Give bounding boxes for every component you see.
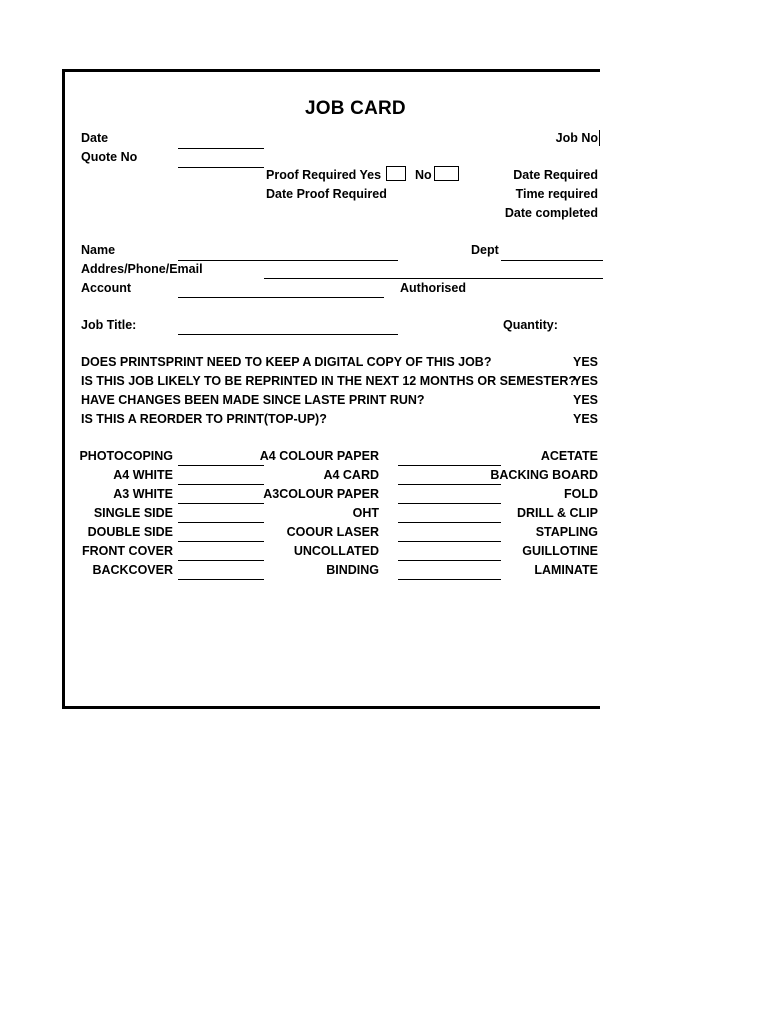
option-label: BINDING (326, 563, 379, 577)
option-label: PHOTOCOPING (79, 449, 173, 463)
option-quantity-field[interactable] (398, 579, 501, 580)
option-label: ACETATE (540, 449, 598, 463)
option-quantity-field[interactable] (178, 465, 264, 466)
name-label: Name (81, 243, 116, 257)
option-label: FOLD (563, 487, 598, 501)
option-quantity-field[interactable] (398, 503, 501, 504)
dept-field[interactable] (501, 260, 603, 261)
option-label: FRONT COVER (82, 544, 173, 558)
page-title: JOB CARD (305, 98, 406, 119)
question-text: IS THIS A REORDER TO PRINT(TOP-UP)? (81, 412, 327, 426)
option-quantity-field[interactable] (178, 484, 264, 485)
job-title-field[interactable] (178, 334, 398, 335)
option-quantity-field[interactable] (178, 503, 264, 504)
option-label: OHT (352, 506, 379, 520)
option-label: A4 WHITE (113, 468, 173, 482)
job-no-label: Job No (555, 131, 598, 145)
question-text: HAVE CHANGES BEEN MADE SINCE LASTE PRINT RUN? (81, 393, 425, 407)
option-label: STAPLING (535, 525, 598, 539)
option-quantity-field[interactable] (178, 560, 264, 561)
time-required-label: Time required (515, 187, 598, 201)
date-proof-required-label: Date Proof Required (266, 187, 387, 201)
address-label: Addres/Phone/Email (81, 262, 203, 276)
name-field[interactable] (178, 260, 398, 261)
job-title-label: Job Title: (81, 318, 137, 332)
quote-no-field[interactable] (178, 167, 264, 168)
option-label: LAMINATE (534, 563, 598, 577)
question-answer: YES (572, 355, 598, 369)
option-label: A3COLOUR PAPER (263, 487, 379, 501)
date-completed-label: Date completed (504, 206, 598, 220)
option-label: DOUBLE SIDE (87, 525, 173, 539)
option-quantity-field[interactable] (178, 541, 264, 542)
option-label: SINGLE SIDE (93, 506, 173, 520)
date-field[interactable] (178, 148, 264, 149)
option-label: COOUR LASER (286, 525, 379, 539)
option-label: DRILL & CLIP (516, 506, 598, 520)
account-field[interactable] (178, 297, 384, 298)
question-answer: YES (572, 393, 598, 407)
option-label: BACKCOVER (92, 563, 173, 577)
option-label: A4 CARD (323, 468, 379, 482)
proof-required-label: Proof Required Yes (266, 168, 382, 182)
question-text: IS THIS JOB LIKELY TO BE REPRINTED IN THE NEXT 12 MONTHS OR SEMESTER? (81, 374, 576, 388)
option-label: A3 WHITE (113, 487, 173, 501)
quote-no-label: Quote No (81, 150, 138, 164)
option-label: GUILLOTINE (522, 544, 598, 558)
proof-no-label: No (415, 168, 432, 182)
dept-label: Dept (471, 243, 499, 257)
option-quantity-field[interactable] (398, 541, 501, 542)
proof-no-checkbox[interactable] (434, 166, 459, 181)
date-required-label: Date Required (513, 168, 598, 182)
option-quantity-field[interactable] (178, 522, 264, 523)
option-label: A4 COLOUR PAPER (259, 449, 379, 463)
question-answer: YES (572, 374, 598, 388)
option-label: UNCOLLATED (293, 544, 379, 558)
option-quantity-field[interactable] (178, 579, 264, 580)
date-label: Date (81, 131, 109, 145)
question-answer: YES (572, 412, 598, 426)
account-label: Account (81, 281, 131, 295)
job-no-cursor (599, 130, 600, 146)
authorised-label: Authorised (400, 281, 466, 295)
proof-yes-checkbox[interactable] (386, 166, 406, 181)
option-quantity-field[interactable] (398, 465, 501, 466)
option-label: BACKING BOARD (490, 468, 598, 482)
option-quantity-field[interactable] (398, 560, 501, 561)
quantity-label: Quantity: (503, 318, 558, 332)
option-quantity-field[interactable] (398, 522, 501, 523)
option-quantity-field[interactable] (398, 484, 501, 485)
address-field[interactable] (264, 278, 603, 279)
job-card-sheet (62, 69, 600, 709)
question-text: DOES PRINTSPRINT NEED TO KEEP A DIGITAL COPY OF THIS JOB? (81, 355, 492, 369)
